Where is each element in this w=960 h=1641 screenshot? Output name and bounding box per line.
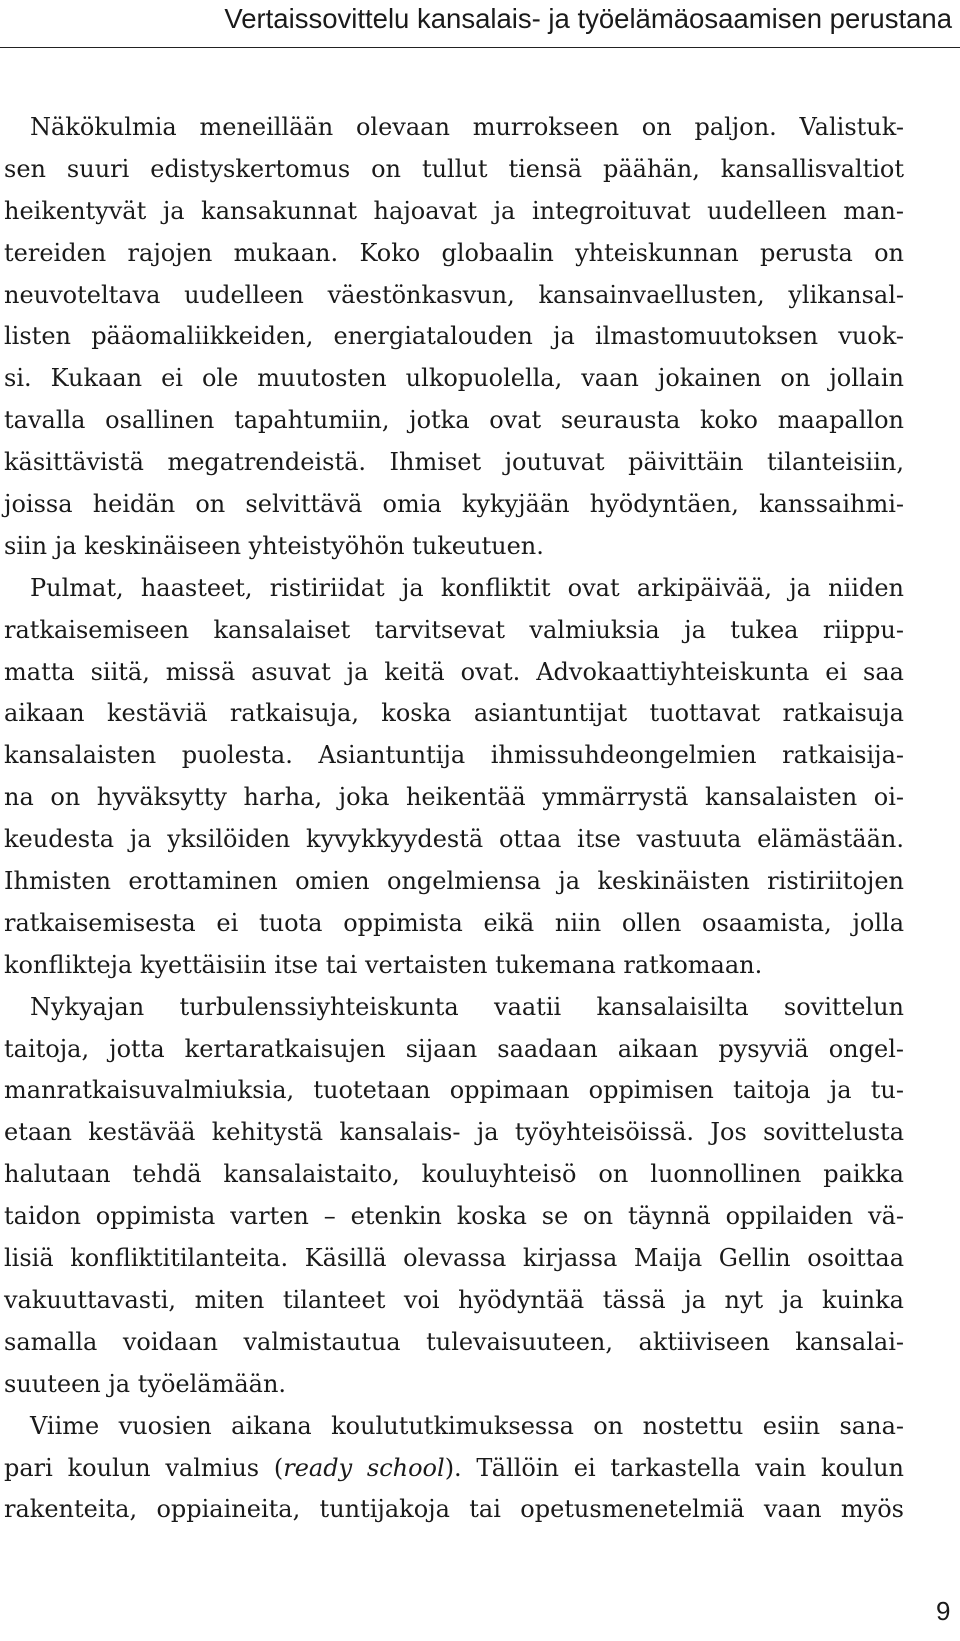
text-line: joissa heidän on selvittävä omia kykyjään hyödyntäen, kanssaihmi- <box>4 490 904 519</box>
text-line: Pulmat, haasteet, ristiriidat ja konfliktit ovat arkipäivää, ja niiden <box>30 573 904 602</box>
text-fragment: pari koulun valmius ( <box>4 1453 284 1482</box>
text-line: ratkaisemisesta ei tuota oppimista eikä niin ollen osaamista, jolla <box>4 908 904 937</box>
text-line: Viime vuosien aikana koulututkimuksessa on nostettu esiin sana- <box>30 1411 904 1440</box>
text-line: lisiä konfliktitilanteita. Käsillä olevassa kirjassa Maija Gellin osoittaa <box>4 1244 904 1273</box>
text-line: siin ja keskinäiseen yhteistyöhön tukeutuen. <box>4 531 544 560</box>
text-line: rakenteita, oppiaineita, tuntijakoja tai opetusmenetelmiä vaan myös <box>4 1495 904 1524</box>
text-line: Nykyajan turbulenssiyhteiskunta vaatii kansalaisilta sovittelun <box>30 992 904 1021</box>
text-line <box>4 1448 904 1490</box>
text-line: kansalaisten puolesta. Asiantuntija ihmissuhdeongelmien ratkaisija- <box>4 741 904 770</box>
text-line: tereiden rajojen mukaan. Koko globaalin yhteiskunnan perusta on <box>4 238 904 267</box>
text-fragment: ). Tällöin ei tarkastella vain koulun <box>444 1453 905 1482</box>
text-line: etaan kestävää kehitystä kansalais- ja työyhteisöissä. Jos sovittelusta <box>4 1118 904 1147</box>
text-line: konflikteja kyettäisiin itse tai vertaisten tukemana ratkomaan. <box>4 950 763 979</box>
text-line: käsittävistä megatrendeistä. Ihmiset joutuvat päivittäin tilanteisiin, <box>4 448 904 477</box>
running-header-title: Vertaissovittelu kansalais- ja työelämäosaamisen perustana <box>224 3 952 34</box>
text-line: sen suuri edistyskertomus on tullut tiensä päähän, kansallisvaltiot <box>4 154 904 183</box>
text-line: si. Kukaan ei ole muutosten ulkopuolella, vaan jokainen on jollain <box>4 364 904 393</box>
text-line: listen pääomaliikkeiden, energiatalouden ja ilmastomuutoksen vuok- <box>4 322 904 351</box>
text-line: Ihmisten erottaminen omien ongelmiensa ja keskinäisten ristiriitojen <box>4 867 904 896</box>
text-line: halutaan tehdä kansalaistaito, kouluyhteisö on luonnollinen paikka <box>4 1160 904 1189</box>
body-text <box>4 107 904 1531</box>
page-number: 9 <box>936 1596 951 1626</box>
text-line: vakuuttavasti, miten tilanteet voi hyödyntää tässä ja nyt ja kuinka <box>4 1285 904 1314</box>
text-line: samalla voidaan valmistautua tulevaisuuteen, aktiiviseen kansalai- <box>4 1327 904 1356</box>
text-line: Näkökulmia meneillään olevaan murrokseen on paljon. Valistuk- <box>30 113 904 141</box>
running-header <box>0 0 960 48</box>
text-line: keudesta ja yksilöiden kyvykkyydestä ottaa itse vastuuta elämästään. <box>4 825 904 854</box>
text-line: suuteen ja työelämään. <box>4 1369 287 1398</box>
text-line: aikaan kestäviä ratkaisuja, koska asiantuntijat tuottavat ratkaisuja <box>4 699 904 728</box>
text-line: neuvoteltava uudelleen väestönkasvun, kansainvaellusten, ylikansal- <box>4 280 904 309</box>
text-line: taidon oppimista varten – etenkin koska se on täynnä oppilaiden vä- <box>4 1202 904 1231</box>
text-line: taitoja, jotta kertaratkaisujen sijaan saadaan aikaan pysyviä ongel- <box>4 1034 904 1063</box>
text-line: heikentyvät ja kansakunnat hajoavat ja integroituvat uudelleen man- <box>4 196 904 225</box>
italic-term: ready school <box>283 1453 445 1482</box>
text-line: manratkaisuvalmiuksia, tuotetaan oppimaan oppimisen taitoja ja tu- <box>4 1076 904 1105</box>
text-line: ratkaisemiseen kansalaiset tarvitsevat valmiuksia ja tukea riippu- <box>4 615 904 644</box>
text-line: na on hyväksytty harha, joka heikentää ymmärrystä kansalaisten oi- <box>4 783 904 812</box>
text-line: tavalla osallinen tapahtumiin, jotka ovat seurausta koko maapallon <box>4 406 904 435</box>
text-line: matta siitä, missä asuvat ja keitä ovat. Advokaattiyhteiskunta ei saa <box>4 657 904 686</box>
